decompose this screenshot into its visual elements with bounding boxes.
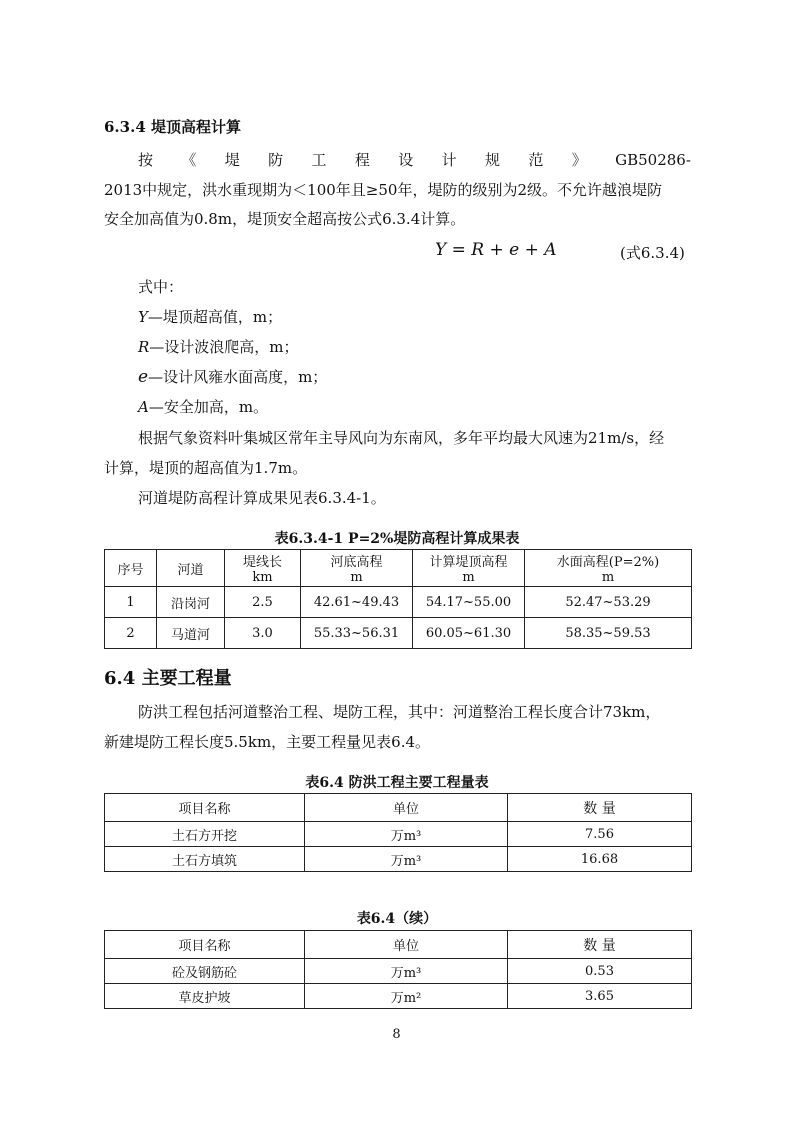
definition-y: Y—堤顶超高值，m； bbox=[138, 308, 283, 326]
definition-e: e—设计风雍水面高度，m； bbox=[138, 367, 328, 387]
table-6-4-continued-caption: 表6.4（续） bbox=[356, 911, 438, 927]
table-row: 1 沿岗河 2.5 42.61~49.43 54.17~55.00 52.47~53.29 bbox=[105, 587, 692, 618]
table-row: 砼及钢筋砼 万m³ 0.53 bbox=[105, 959, 692, 984]
column-header: 序号 bbox=[105, 550, 157, 587]
where-label: 式中： bbox=[138, 278, 184, 296]
column-header: 单位 bbox=[305, 931, 508, 959]
section-heading-6-4: 6.4 主要工程量 bbox=[104, 668, 232, 689]
formula: Y = R + e + A bbox=[435, 240, 557, 260]
column-header: 单位 bbox=[305, 794, 508, 822]
table-6-3-4-1-caption: 表6.3.4-1 P=2%堤防高程计算成果表 bbox=[274, 531, 520, 547]
paragraph-line-3: 安全加高值为0.8m，堤顶安全超高按公式6.3.4计算。 bbox=[104, 210, 466, 228]
table-row: 土石方开挖 万m³ 7.56 bbox=[105, 822, 692, 847]
column-header: 计算堤顶高程 m bbox=[413, 550, 525, 587]
table-row: 草皮护坡 万m² 3.65 bbox=[105, 984, 692, 1009]
column-header: 河底高程 m bbox=[301, 550, 413, 587]
paragraph-line-2: 2013中规定，洪水重现期为＜100年且≥50年，堤防的级别为2级。不允许越浪堤防 bbox=[104, 181, 663, 199]
paragraph-line-1: 按 《 堤 防 工 程 设 计 规 范 》 GB50286- bbox=[138, 151, 691, 169]
table-6-3-4-1 bbox=[104, 549, 692, 649]
column-header: 水面高程(P=2%) m bbox=[525, 550, 692, 587]
paragraph-table-ref: 河道堤防高程计算成果见表6.3.4-1。 bbox=[138, 489, 386, 507]
formula-number: (式6.3.4) bbox=[620, 244, 685, 262]
table-row: 土石方填筑 万m³ 16.68 bbox=[105, 847, 692, 872]
paragraph-6-4-line-1: 防洪工程包括河道整治工程、堤防工程，其中：河道整治工程长度合计73km， bbox=[138, 703, 661, 721]
column-header: 堤线长 km bbox=[225, 550, 301, 587]
table-6-4-caption: 表6.4 防洪工程主要工程量表 bbox=[305, 775, 489, 791]
column-header: 项目名称 bbox=[105, 794, 305, 822]
definition-a: A—安全加高，m。 bbox=[138, 398, 269, 416]
column-header: 数 量 bbox=[508, 794, 692, 822]
page-number: 8 bbox=[392, 1027, 401, 1042]
table-header-row bbox=[105, 931, 692, 959]
paragraph-wind-line-2: 计算，堤顶的超高值为1.7m。 bbox=[104, 459, 308, 477]
table-6-4 bbox=[104, 793, 692, 872]
table-6-4-continued bbox=[104, 930, 692, 1009]
paragraph-6-4-line-2: 新建堤防工程长度5.5km，主要工程量见表6.4。 bbox=[104, 733, 431, 751]
table-row: 2 马道河 3.0 55.33~56.31 60.05~61.30 58.35~59.53 bbox=[105, 618, 692, 649]
column-header: 项目名称 bbox=[105, 931, 305, 959]
section-heading-6-3-4: 6.3.4 堤顶高程计算 bbox=[104, 118, 241, 136]
column-header: 河道 bbox=[157, 550, 225, 587]
column-header: 数 量 bbox=[508, 931, 692, 959]
table-header-row bbox=[105, 550, 692, 587]
paragraph-wind-line-1: 根据气象资料叶集城区常年主导风向为东南风，多年平均最大风速为21m/s，经 bbox=[138, 429, 665, 447]
definition-r: R—设计波浪爬高，m； bbox=[138, 338, 299, 356]
table-header-row bbox=[105, 794, 692, 822]
